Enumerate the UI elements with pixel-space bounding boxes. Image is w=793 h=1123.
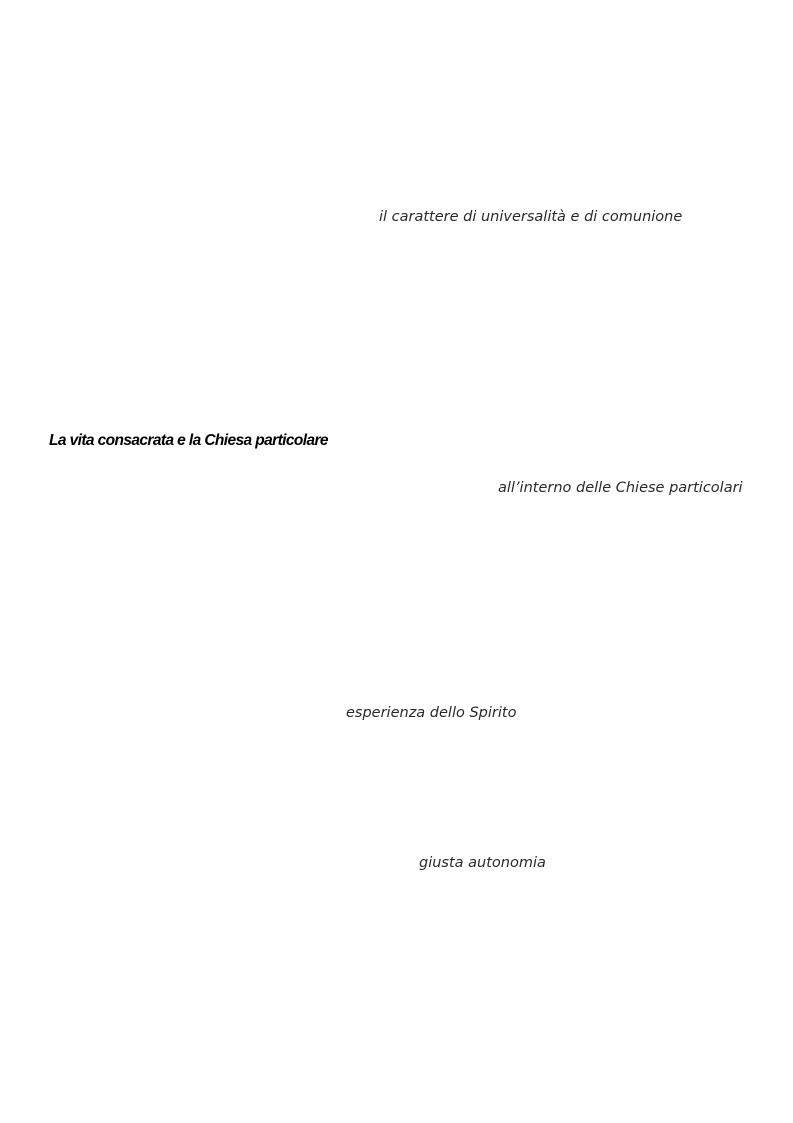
italic-fragment-giusta-autonomia: giusta autonomia xyxy=(419,855,546,871)
italic-fragment-esperienza-spirito: esperienza dello Spirito xyxy=(346,705,517,721)
italic-fragment-chiese-particolari: all’interno delle Chiese particolari xyxy=(498,480,743,496)
section-heading: La vita consacrata e la Chiesa particolare xyxy=(49,432,328,449)
italic-fragment-universalita: il carattere di universalità e di comunione xyxy=(379,209,683,225)
